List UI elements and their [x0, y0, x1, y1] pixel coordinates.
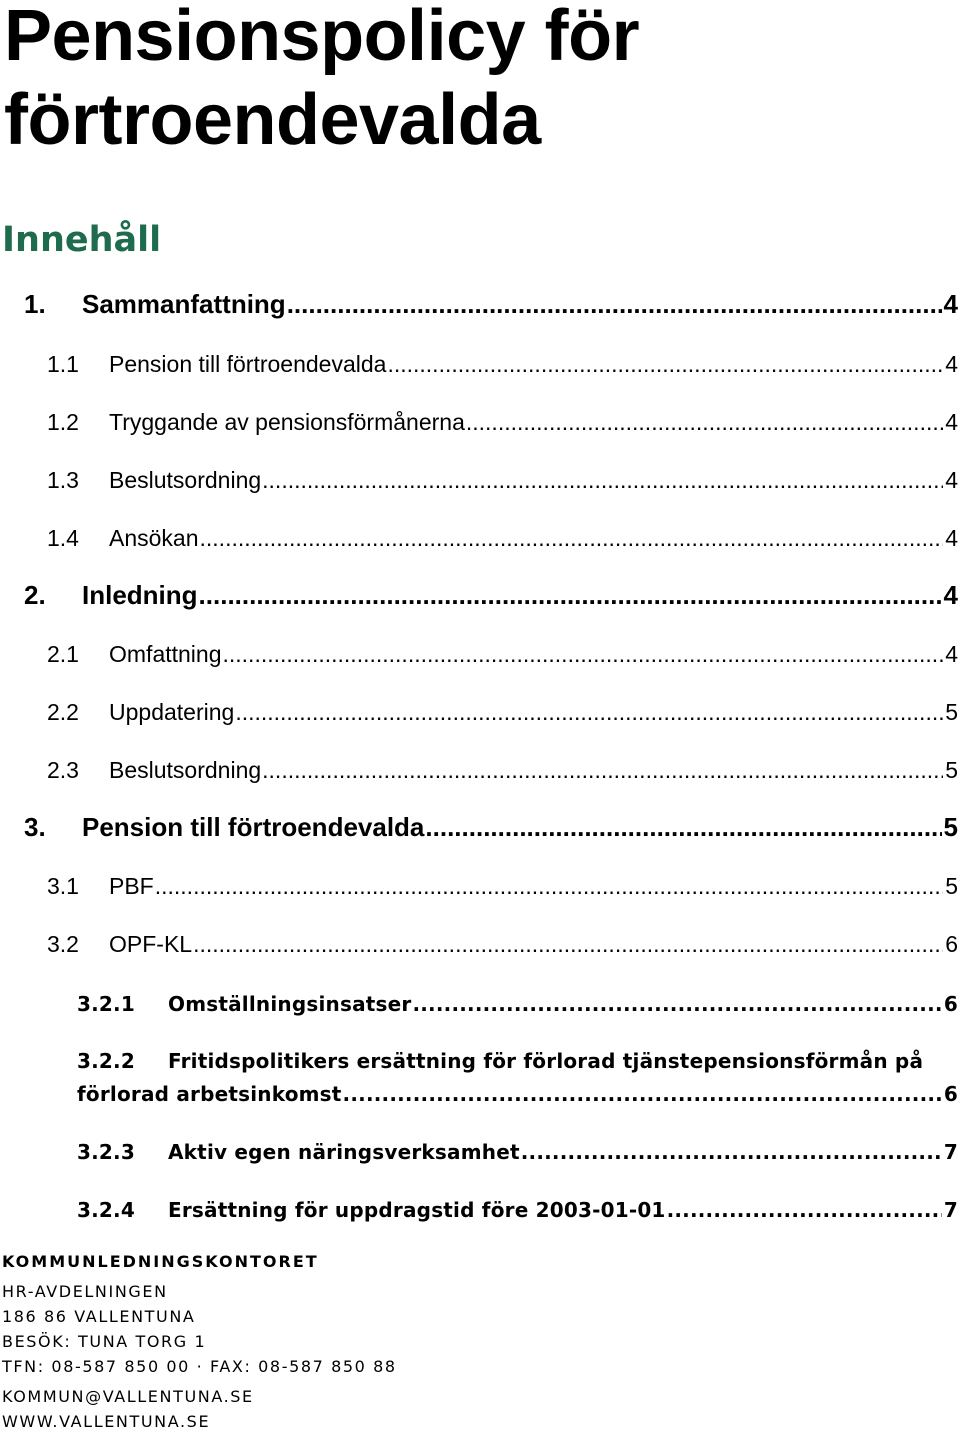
toc-entry-number: 2.3 — [47, 757, 79, 783]
toc-entry-1-4[interactable] — [47, 524, 958, 552]
footer-email[interactable]: KOMMUN@VALLENTUNA.SE — [2, 1387, 254, 1406]
footer-visit-address: BESÖK: TUNA TORG 1 — [2, 1332, 207, 1351]
toc-entry-3[interactable] — [24, 812, 958, 842]
toc-entry-label: Beslutsordning — [109, 467, 262, 493]
toc-entry-label: Omställningsinsatser — [168, 992, 412, 1016]
document-title-line-2: förtroendevalda — [4, 80, 541, 160]
toc-entry-number: 3. — [24, 812, 46, 842]
toc-entry-page: 6 — [943, 1082, 958, 1106]
toc-entry-label: PBF — [109, 873, 154, 899]
toc-entry-page: 5 — [943, 812, 958, 842]
toc-entry-2-2[interactable] — [47, 698, 958, 726]
footer-postal-address: 186 86 VALLENTUNA — [2, 1307, 196, 1326]
toc-entry-number: 1.4 — [47, 525, 79, 551]
toc-entry-3-2-4[interactable] — [77, 1198, 958, 1222]
toc-entry-page: 5 — [945, 757, 958, 783]
toc-entry-label: Uppdatering — [109, 699, 235, 725]
toc-leader-dots — [412, 992, 941, 1016]
toc-entry-1[interactable] — [24, 289, 958, 319]
toc-entry-page: 7 — [943, 1198, 958, 1222]
toc-entry-number: 2. — [24, 580, 46, 610]
toc-entry-3-2-3[interactable] — [77, 1140, 958, 1164]
toc-leader-dots — [667, 1198, 942, 1222]
toc-entry-page: 7 — [943, 1140, 958, 1164]
toc-entry-label: Sammanfattning — [82, 289, 286, 319]
toc-entry-1-3[interactable] — [47, 466, 958, 494]
toc-entry-number: 3.2.1 — [77, 992, 135, 1016]
toc-entry-number: 1.1 — [47, 351, 79, 377]
toc-entry-3-2-2[interactable] — [77, 1045, 958, 1111]
toc-entry-2[interactable] — [24, 580, 958, 610]
toc-entry-label: Ansökan — [109, 525, 199, 551]
toc-entry-label: Pension till förtroendevalda — [82, 812, 425, 842]
toc-entry-page: 6 — [945, 931, 958, 957]
toc-leader-dots — [425, 812, 941, 842]
toc-leader-dots — [235, 698, 943, 726]
toc-entry-number: 3.2 — [47, 931, 79, 957]
toc-entry-3-1[interactable] — [47, 872, 958, 900]
toc-entry-number: 3.2.4 — [77, 1198, 135, 1222]
toc-entry-label: Beslutsordning — [109, 757, 262, 783]
toc-entry-2-3[interactable] — [47, 756, 958, 784]
toc-entry-number: 3.2.2 — [77, 1049, 135, 1073]
footer-website[interactable]: WWW.VALLENTUNA.SE — [2, 1412, 211, 1431]
toc-entry-label: Tryggande av pensionsförmånerna — [109, 409, 465, 435]
toc-entry-number: 1.2 — [47, 409, 79, 435]
toc-entry-1-2[interactable] — [47, 408, 958, 436]
toc-entry-number: 1.3 — [47, 467, 79, 493]
toc-entry-1-1[interactable] — [47, 350, 958, 378]
toc-entry-label: Fritidspolitikers ersättning för förlorad tjänstepensionsförmån på — [168, 1049, 924, 1073]
document-title-line-1: Pensionspolicy för — [4, 0, 640, 76]
document-title — [4, 0, 639, 162]
toc-entry-label: Pension till förtroendevalda — [109, 351, 387, 377]
toc-leader-dots — [262, 466, 943, 494]
toc-entry-number: 2.2 — [47, 699, 79, 725]
toc-entry-number: 1. — [24, 289, 46, 319]
toc-entry-label: Aktiv egen näringsverksamhet — [168, 1140, 520, 1164]
toc-leader-dots — [200, 524, 944, 552]
toc-entry-number: 3.1 — [47, 873, 79, 899]
footer-org-name: KOMMUNLEDNINGSKONTORET — [2, 1252, 319, 1271]
toc-entry-3-2[interactable] — [47, 930, 958, 958]
toc-entry-page: 5 — [945, 873, 958, 899]
toc-entry-2-1[interactable] — [47, 640, 958, 668]
toc-entry-page: 6 — [943, 992, 958, 1016]
footer-department: HR-AVDELNINGEN — [2, 1282, 168, 1301]
toc-leader-dots — [155, 872, 943, 900]
footer-address-block — [2, 1250, 397, 1434]
toc-entry-label: OPF-KL — [109, 931, 193, 957]
toc-entry-page: 5 — [945, 699, 958, 725]
toc-entry-page: 4 — [943, 580, 958, 610]
toc-entry-label-continued: förlorad arbetsinkomst — [77, 1082, 342, 1106]
toc-leader-dots — [521, 1140, 942, 1164]
toc-entry-page: 4 — [945, 525, 958, 551]
toc-entry-page: 4 — [945, 467, 958, 493]
toc-leader-dots — [199, 580, 942, 610]
toc-leader-dots — [466, 408, 943, 436]
toc-entry-label: Ersättning för uppdragstid före 2003-01-01 — [168, 1198, 666, 1222]
toc-entry-number: 3.2.3 — [77, 1140, 135, 1164]
toc-leader-dots — [287, 289, 942, 319]
toc-leader-dots — [343, 1078, 942, 1111]
toc-leader-dots — [223, 640, 944, 668]
toc-leader-dots — [193, 930, 943, 958]
toc-leader-dots — [387, 350, 943, 378]
toc-entry-page: 4 — [945, 641, 958, 667]
toc-entry-label: Omfattning — [109, 641, 222, 667]
toc-leader-dots — [262, 756, 943, 784]
toc-entry-label: Inledning — [82, 580, 198, 610]
toc-entry-number: 2.1 — [47, 641, 79, 667]
toc-entry-3-2-1[interactable] — [77, 992, 958, 1016]
toc-heading: Innehåll — [2, 220, 162, 260]
toc-entry-page: 4 — [945, 409, 958, 435]
footer-phone-fax: TFN: 08-587 850 00 · FAX: 08-587 850 88 — [2, 1357, 397, 1376]
toc-entry-page: 4 — [945, 351, 958, 377]
toc-entry-page: 4 — [943, 289, 958, 319]
